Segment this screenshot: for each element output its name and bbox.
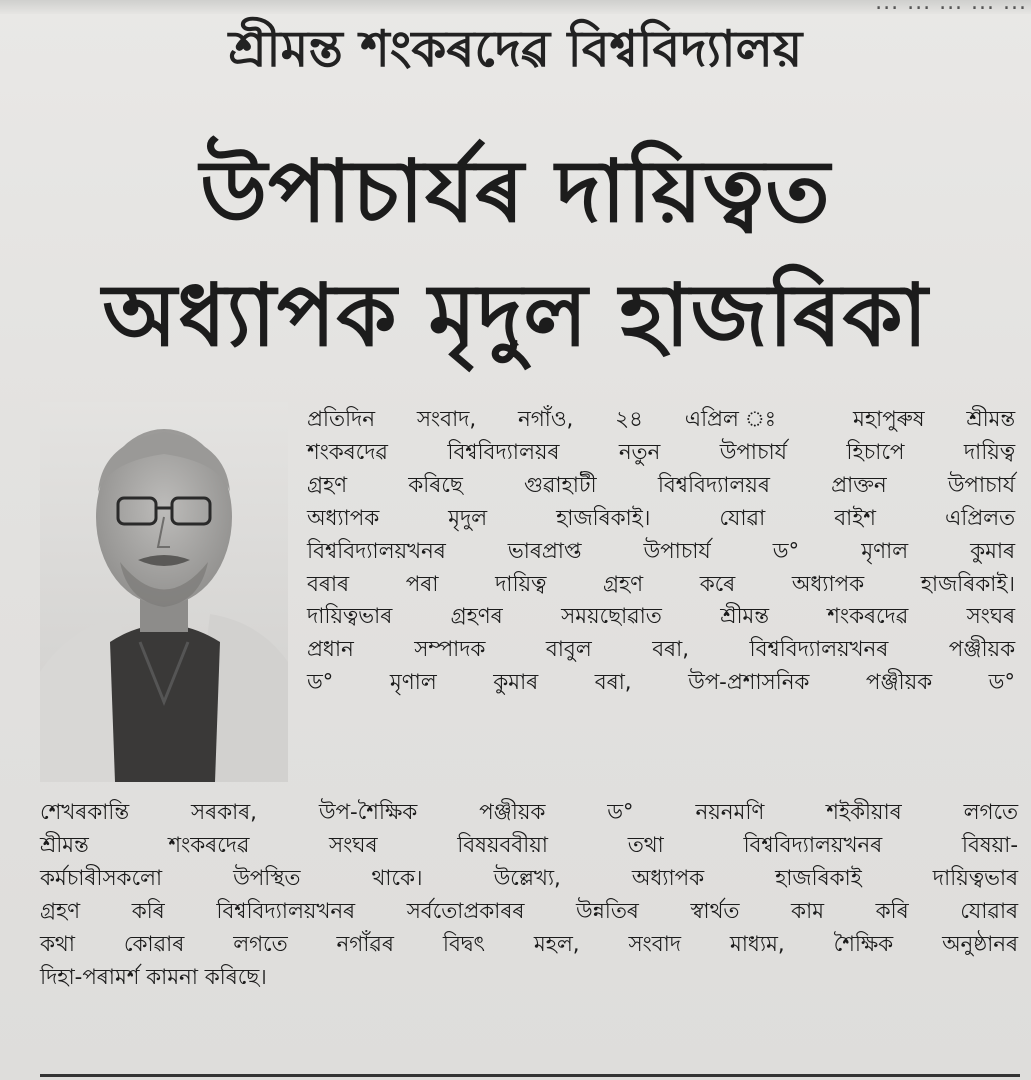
previous-article-fragment: ... ... ... ... ... — [875, 0, 1027, 15]
body-line: গ্ৰহণ কৰি বিশ্ববিদ্যালয়খনৰ সৰ্বতোপ্ৰকাৰৰ উন্নতিৰ স্বাৰ্থত কাম কৰি যোৱাৰ — [40, 898, 1018, 924]
headline-line-2: অধ্যাপক মৃদুল হাজৰিকা — [102, 266, 929, 366]
body-line: অধ্যাপক মৃদুল হাজৰিকাই। যোৱা বাইশ এপ্ৰিলত — [307, 505, 1015, 531]
body-line: শেখৰকান্তি সৰকাৰ, উপ-শৈক্ষিক পঞ্জীয়ক ড° নয়নমণি শইকীয়াৰ লগতে — [40, 800, 1018, 825]
body-line: দায়িত্বভাৰ গ্ৰহণৰ সময়ছোৱাত শ্ৰীমন্ত শংকৰদেৱ সংঘৰ — [307, 604, 1015, 630]
body-line: কৰ্মচাৰীসকলো উপস্থিত থাকে। উল্লেখ্য, অধ্যাপক হাজৰিকাই দায়িত্বভাৰ — [40, 865, 1018, 891]
article-body-column — [307, 404, 1015, 700]
body-line: প্ৰতিদিন সংবাদ, নগাঁও, ২৪ এপ্ৰিল ঃ মহাপুৰুষ শ্ৰীমন্ত — [307, 407, 1015, 432]
body-line: প্ৰধান সম্পাদক বাবুল বৰা, বিশ্ববিদ্যালয়খনৰ পঞ্জীয়ক — [307, 637, 1015, 663]
headline-line-1: উপাচাৰ্যৰ দায়িত্বত — [200, 142, 831, 242]
body-line: কথা কোৱাৰ লগতে নগাঁৱৰ বিদ্বৎ মহল, সংবাদ মাধ্যম, শৈক্ষিক অনুষ্ঠানৰ — [40, 931, 1018, 957]
body-line: শংকৰদেৱ বিশ্ববিদ্যালয়ৰ নতুন উপাচাৰ্য হিচাপে দায়িত্ব — [307, 439, 1015, 465]
person-portrait-icon — [40, 402, 288, 782]
body-line: দিহা-পৰামৰ্শ কামনা কৰিছে। — [40, 964, 267, 990]
body-line: শ্ৰীমন্ত শংকৰদেৱ সংঘৰ বিষয়ববীয়া তথা বিশ্ববিদ্যালয়খনৰ বিষয়া- — [40, 832, 1018, 858]
bottom-divider — [40, 1074, 1020, 1077]
body-line: ড° মৃণাল কুমাৰ বৰা, উপ-প্ৰশাসনিক পঞ্জীয়ক ড° — [307, 670, 1015, 696]
body-line: বৰাৰ পৰা দায়িত্ব গ্ৰহণ কৰে অধ্যাপক হাজৰিকাই। — [307, 571, 1015, 597]
portrait-photo — [40, 402, 288, 782]
body-line: বিশ্ববিদ্যালয়খনৰ ভাৰপ্ৰাপ্ত উপাচাৰ্য ড° মৃণাল কুমাৰ — [307, 538, 1015, 564]
kicker-heading: শ্ৰীমন্ত শংকৰদেৱ বিশ্ববিদ্যালয় — [228, 20, 803, 78]
body-line: গ্ৰহণ কৰিছে গুৱাহাটী বিশ্ববিদ্যালয়ৰ প্ৰাক্তন উপাচাৰ্য — [307, 472, 1015, 498]
article-body-full-width — [40, 797, 1018, 994]
